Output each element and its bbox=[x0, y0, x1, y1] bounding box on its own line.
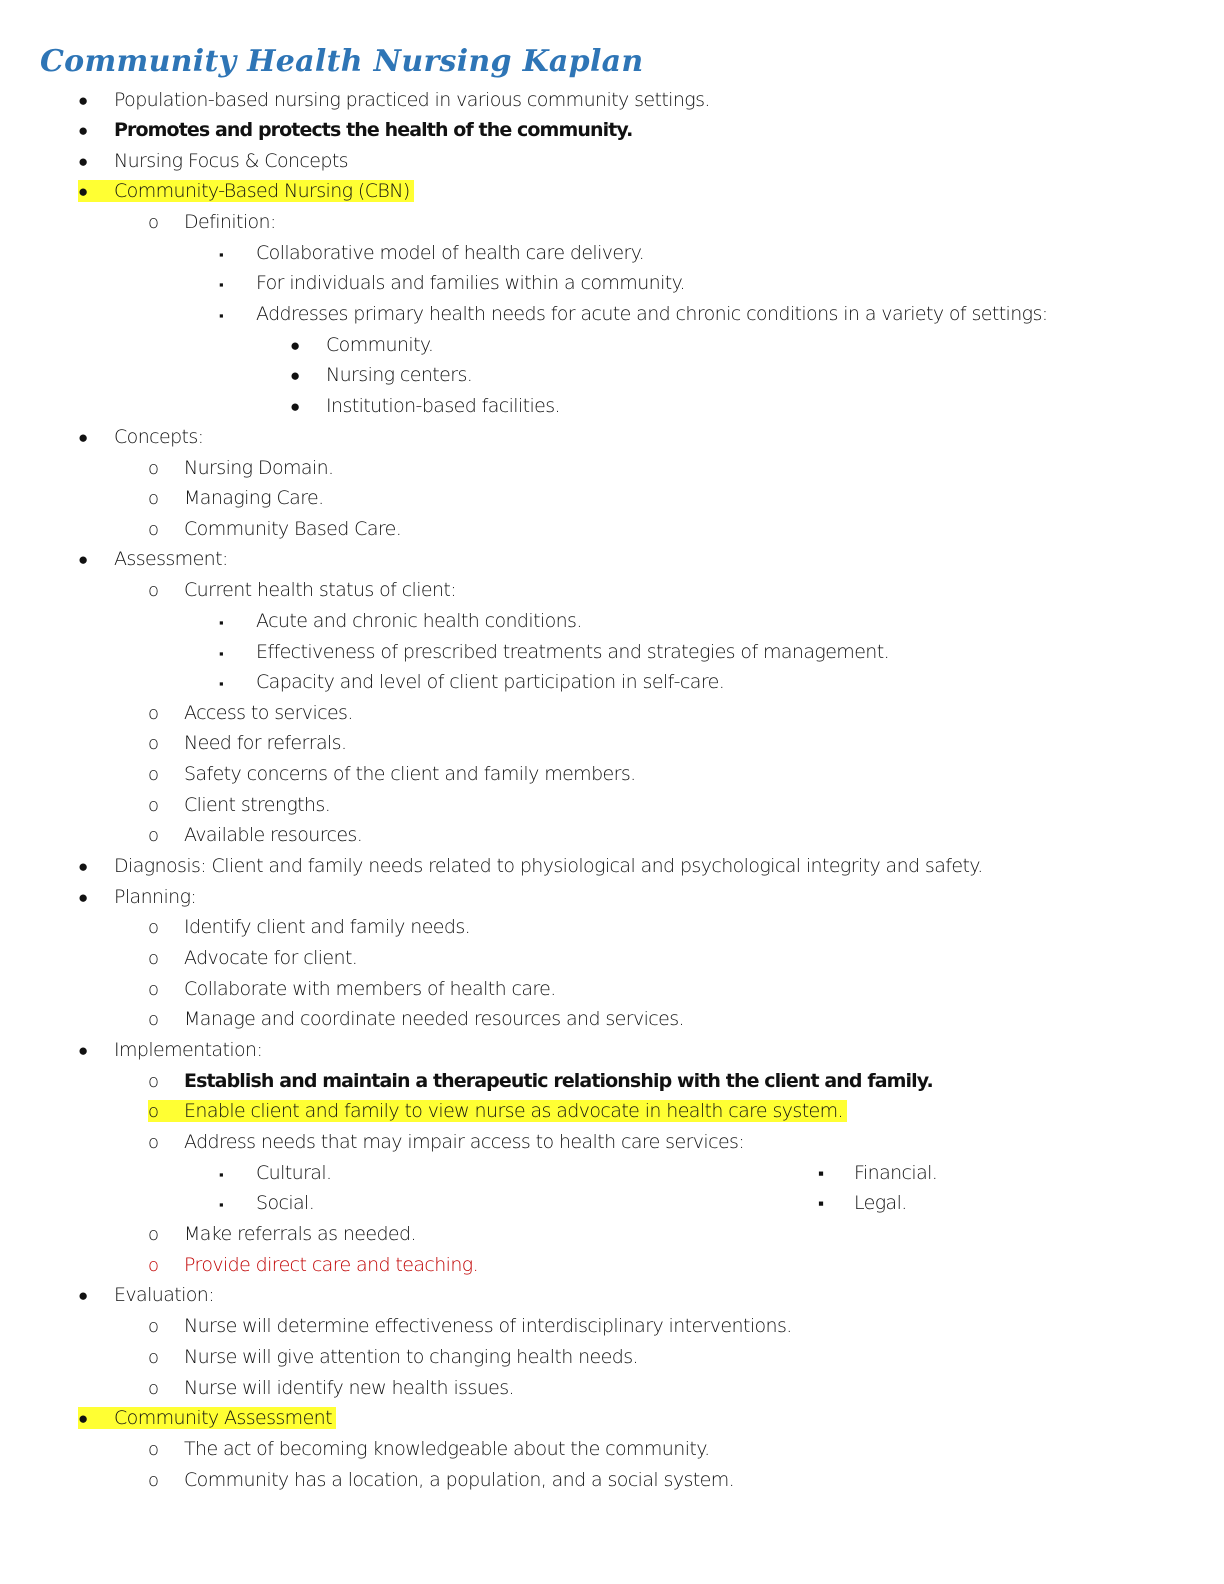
item-text: Access to services. bbox=[184, 702, 353, 724]
circle-marker: o bbox=[148, 948, 159, 969]
item-text-bold: Establish and maintain a therapeutic relationship with the client and family. bbox=[184, 1070, 933, 1092]
item-text: Community. bbox=[326, 334, 434, 356]
bullet-marker: ● bbox=[290, 336, 300, 356]
list-item bbox=[148, 483, 324, 513]
list-item bbox=[148, 1127, 744, 1157]
circle-marker: o bbox=[148, 1378, 159, 1399]
item-text: Addresses primary health needs for acute and chronic conditions in a variety of settings: bbox=[256, 303, 1048, 325]
list-item bbox=[148, 514, 401, 544]
square-marker: ▪ bbox=[219, 278, 224, 293]
item-text: Safety concerns of the client and family members. bbox=[184, 763, 636, 785]
item-text: For individuals and families within a community. bbox=[256, 272, 685, 294]
bullet-marker: ● bbox=[78, 550, 88, 570]
item-text: Diagnosis: Client and family needs related to physiological and psychological integrity and safety. bbox=[114, 855, 983, 877]
section-heading-assessment bbox=[78, 544, 228, 574]
section-heading-implementation bbox=[78, 1035, 262, 1065]
bullet-marker: ● bbox=[78, 428, 88, 448]
list-item bbox=[78, 115, 632, 145]
circle-marker: o bbox=[148, 1470, 159, 1491]
item-text-bold: Promotes and protects the health of the community. bbox=[114, 119, 633, 141]
heading-text: Assessment: bbox=[114, 548, 228, 570]
circle-marker: o bbox=[148, 1316, 159, 1337]
list-item bbox=[148, 1219, 416, 1249]
section-heading-diagnosis bbox=[78, 851, 983, 881]
item-text: Manage and coordinate needed resources and services. bbox=[184, 1008, 684, 1030]
document-title: Community Health Nursing Kaplan bbox=[40, 44, 644, 79]
list-item bbox=[219, 606, 582, 636]
list-item bbox=[148, 453, 334, 483]
circle-marker: o bbox=[148, 1071, 159, 1092]
heading-text: Implementation: bbox=[114, 1039, 263, 1061]
bullet-marker: ● bbox=[78, 888, 88, 908]
circle-marker: o bbox=[148, 1224, 159, 1245]
section-heading-cbn bbox=[78, 176, 414, 206]
item-text: Collaborative model of health care delivery. bbox=[256, 242, 645, 264]
list-item bbox=[219, 667, 724, 697]
item-text: Social. bbox=[256, 1192, 315, 1214]
circle-marker: o bbox=[148, 1009, 159, 1030]
list-item bbox=[148, 974, 556, 1004]
square-marker: ▪ bbox=[818, 1194, 824, 1214]
list-item bbox=[148, 1311, 792, 1341]
heading-text: Concepts: bbox=[114, 426, 204, 448]
item-text: Nursing centers. bbox=[326, 364, 473, 386]
square-marker: ▪ bbox=[219, 1198, 224, 1213]
list-item-red bbox=[148, 1250, 478, 1280]
list-item bbox=[148, 698, 353, 728]
square-marker: ▪ bbox=[219, 677, 224, 692]
square-marker: ▪ bbox=[219, 616, 224, 631]
circle-marker: o bbox=[148, 703, 159, 724]
list-item bbox=[219, 268, 685, 298]
heading-text: Community-Based Nursing (CBN) bbox=[114, 180, 410, 202]
list-item bbox=[148, 790, 330, 820]
item-text: Nurse will identify new health issues. bbox=[184, 1377, 514, 1399]
section-heading-planning bbox=[78, 882, 196, 912]
list-item bbox=[148, 1434, 710, 1464]
section-heading-evaluation bbox=[78, 1280, 214, 1310]
circle-marker: o bbox=[148, 733, 159, 754]
bullet-marker: ● bbox=[78, 182, 88, 202]
square-marker: ▪ bbox=[818, 1164, 824, 1184]
item-text: Institution-based facilities. bbox=[326, 395, 560, 417]
item-text: Acute and chronic health conditions. bbox=[256, 610, 582, 632]
bullet-marker: ● bbox=[78, 91, 88, 111]
item-text: Definition: bbox=[184, 211, 276, 233]
bullet-marker: ● bbox=[78, 857, 88, 877]
section-heading-community-assessment bbox=[78, 1403, 336, 1433]
list-item bbox=[78, 146, 348, 176]
circle-marker: o bbox=[148, 1347, 159, 1368]
list-item bbox=[148, 728, 346, 758]
item-text: Community Based Care. bbox=[184, 518, 402, 540]
circle-marker: o bbox=[148, 795, 159, 816]
list-item bbox=[219, 1158, 331, 1188]
circle-marker: o bbox=[148, 917, 159, 938]
list-item bbox=[148, 207, 276, 237]
list-item bbox=[148, 575, 456, 605]
item-text: Nurse will give attention to changing health needs. bbox=[184, 1346, 638, 1368]
circle-marker: o bbox=[148, 979, 159, 1000]
list-item bbox=[148, 1004, 684, 1034]
item-text: Capacity and level of client participation in self-care. bbox=[256, 671, 725, 693]
item-text: Client strengths. bbox=[184, 794, 331, 816]
bullet-marker: ● bbox=[78, 1041, 88, 1061]
circle-marker: o bbox=[148, 458, 159, 479]
item-text: Community has a location, a population, and a social system. bbox=[184, 1469, 735, 1491]
circle-marker: o bbox=[148, 1101, 159, 1122]
list-item bbox=[818, 1188, 907, 1218]
list-item bbox=[290, 360, 472, 390]
item-text: Provide direct care and teaching. bbox=[184, 1254, 479, 1276]
list-item bbox=[148, 1373, 514, 1403]
bullet-marker: ● bbox=[78, 121, 88, 141]
bullet-marker: ● bbox=[78, 1409, 88, 1429]
list-item bbox=[818, 1158, 937, 1188]
circle-marker: o bbox=[148, 1255, 159, 1276]
list-item bbox=[148, 759, 636, 789]
circle-marker: o bbox=[148, 212, 159, 233]
section-heading-concepts bbox=[78, 422, 203, 452]
item-text: Legal. bbox=[854, 1192, 907, 1214]
item-text: Collaborate with members of health care. bbox=[184, 978, 556, 1000]
circle-marker: o bbox=[148, 825, 159, 846]
heading-text: Planning: bbox=[114, 886, 197, 908]
item-text: Identify client and family needs. bbox=[184, 916, 471, 938]
list-item-highlighted bbox=[148, 1096, 847, 1126]
square-marker: ▪ bbox=[219, 1168, 224, 1183]
list-item bbox=[148, 912, 470, 942]
square-marker: ▪ bbox=[219, 647, 224, 662]
list-item bbox=[290, 391, 560, 421]
list-item bbox=[219, 637, 889, 667]
circle-marker: o bbox=[148, 580, 159, 601]
list-item bbox=[219, 238, 644, 268]
square-marker: ▪ bbox=[219, 309, 224, 324]
item-text: The act of becoming knowledgeable about the community. bbox=[184, 1438, 710, 1460]
list-item bbox=[290, 330, 433, 360]
bullet-marker: ● bbox=[78, 1286, 88, 1306]
circle-marker: o bbox=[148, 1132, 159, 1153]
item-text: Population-based nursing practiced in various community settings. bbox=[114, 89, 710, 111]
item-text: Nursing Focus & Concepts bbox=[114, 150, 348, 172]
bullet-marker: ● bbox=[290, 366, 300, 386]
item-text: Advocate for client. bbox=[184, 947, 358, 969]
item-text: Need for referrals. bbox=[184, 732, 347, 754]
item-text: Cultural. bbox=[256, 1162, 332, 1184]
circle-marker: o bbox=[148, 519, 159, 540]
list-item bbox=[78, 85, 710, 115]
list-item bbox=[148, 1465, 734, 1495]
list-item bbox=[219, 1188, 314, 1218]
circle-marker: o bbox=[148, 764, 159, 785]
square-marker: ▪ bbox=[219, 248, 224, 263]
item-text: Address needs that may impair access to health care services: bbox=[184, 1131, 745, 1153]
item-text: Make referrals as needed. bbox=[184, 1223, 416, 1245]
list-item bbox=[148, 1066, 933, 1096]
item-text: Nursing Domain. bbox=[184, 457, 334, 479]
item-text: Nurse will determine effectiveness of interdisciplinary interventions. bbox=[184, 1315, 792, 1337]
heading-text: Evaluation: bbox=[114, 1284, 215, 1306]
item-text: Financial. bbox=[854, 1162, 938, 1184]
circle-marker: o bbox=[148, 1439, 159, 1460]
item-text: Managing Care. bbox=[184, 487, 324, 509]
item-text: Available resources. bbox=[184, 824, 363, 846]
bullet-marker: ● bbox=[78, 152, 88, 172]
item-text: Current health status of client: bbox=[184, 579, 457, 601]
heading-text: Community Assessment bbox=[114, 1407, 332, 1429]
list-item bbox=[219, 299, 1048, 329]
circle-marker: o bbox=[148, 488, 159, 509]
bullet-marker: ● bbox=[290, 397, 300, 417]
item-text: Effectiveness of prescribed treatments and strategies of management. bbox=[256, 641, 890, 663]
list-item bbox=[148, 943, 357, 973]
item-text: Enable client and family to view nurse as advocate in health care system. bbox=[184, 1100, 843, 1122]
list-item bbox=[148, 1342, 638, 1372]
list-item bbox=[148, 820, 362, 850]
